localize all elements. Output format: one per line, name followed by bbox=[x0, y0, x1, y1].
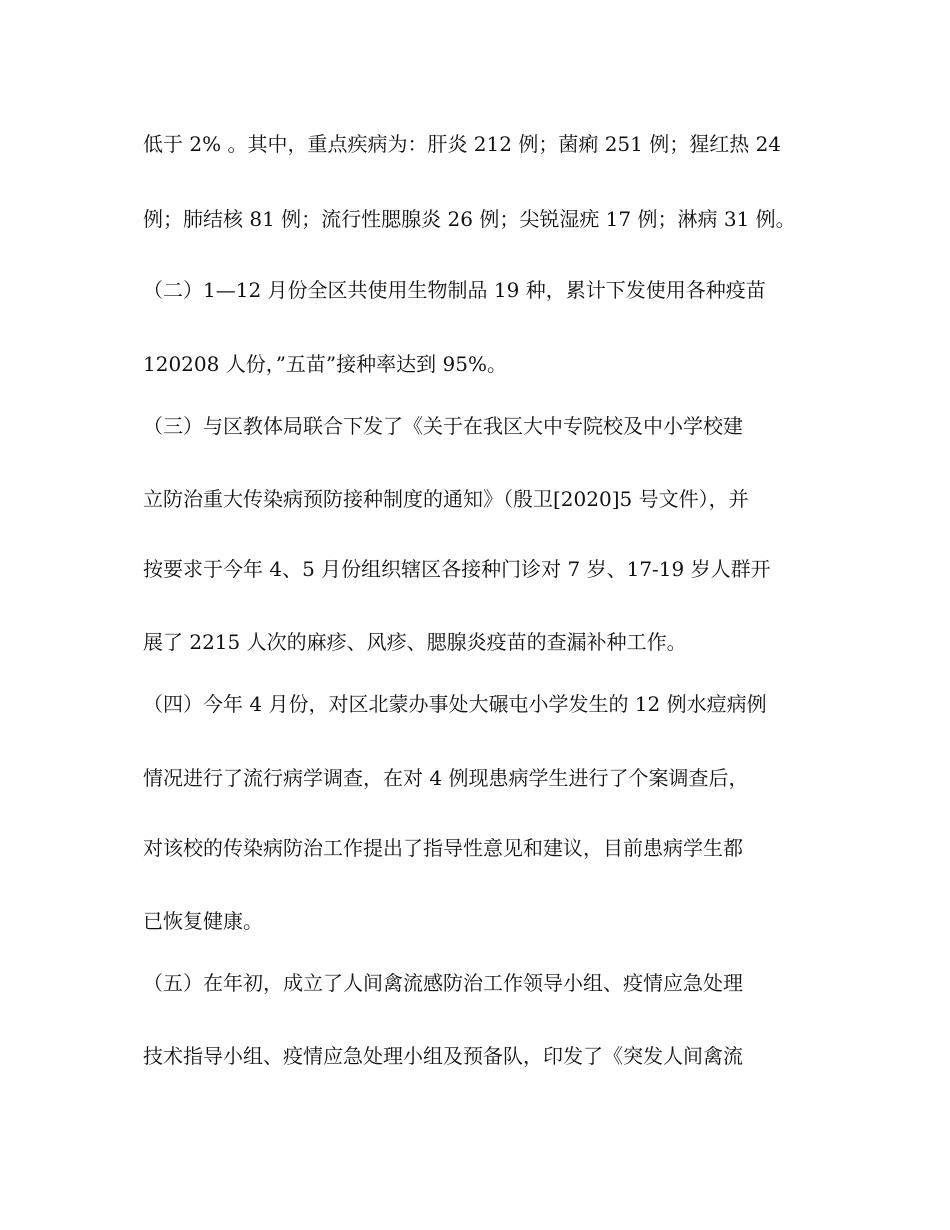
text-line: （四）今年 4 月份，对区北蒙办事处大碾屯小学发生的 12 例水痘病例 bbox=[143, 692, 767, 716]
text-line: 低于 2% 。其中，重点疾病为：肝炎 212 例；菌痢 251 例；猩红热 24 bbox=[143, 132, 782, 156]
text-line: （三）与区教体局联合下发了《关于在我区大中专院校及中小学校建 bbox=[143, 414, 743, 438]
text-line: 技术指导小组、疫情应急处理小组及预备队，印发了《突发人间禽流 bbox=[143, 1044, 743, 1068]
text-line: （五）在年初，成立了人间禽流感防治工作领导小组、疫情应急处理 bbox=[143, 971, 743, 995]
text-line: 立防治重大传染病预防接种制度的通知》（殷卫[2020]5 号文件），并 bbox=[143, 487, 749, 511]
text-line: 对该校的传染病防治工作提出了指导性意见和建议，目前患病学生都 bbox=[143, 836, 743, 860]
text-line: 情况进行了流行病学调查，在对 4 例现患病学生进行了个案调查后， bbox=[143, 766, 749, 790]
text-line: 已恢复健康。 bbox=[143, 909, 263, 933]
text-line: 120208 人份，”五苗”接种率达到 95%。 bbox=[143, 352, 507, 376]
text-line: （二）1—12 月份全区共使用生物制品 19 种，累计下发使用各种疫苗 bbox=[143, 278, 766, 302]
text-line: 展了 2215 人次的麻疹、风疹、腮腺炎疫苗的查漏补种工作。 bbox=[143, 630, 687, 654]
text-line: 例；肺结核 81 例；流行性腮腺炎 26 例；尖锐湿疣 17 例；淋病 31 例。 bbox=[143, 207, 796, 231]
text-line: 按要求于今年 4、5 月份组织辖区各接种门诊对 7 岁、17-19 岁人群开 bbox=[143, 557, 771, 581]
